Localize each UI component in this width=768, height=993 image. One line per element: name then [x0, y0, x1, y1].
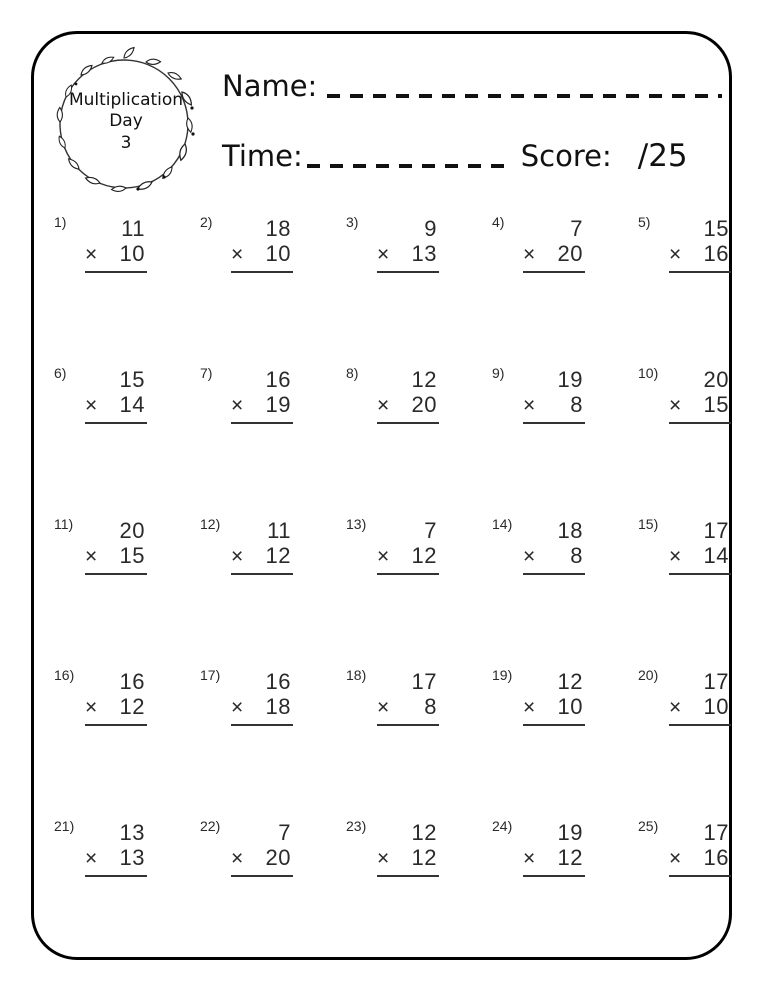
multiplier: 14	[119, 392, 145, 417]
multiply-sign: ×	[377, 545, 390, 568]
answer-line	[377, 694, 439, 726]
multiplicand: 16	[265, 669, 291, 694]
multiply-sign: ×	[231, 394, 244, 417]
problem-number: 4)	[492, 214, 505, 230]
problem-number: 19)	[492, 667, 513, 683]
multiplier: 12	[119, 694, 145, 719]
problem-number: 21)	[54, 818, 75, 834]
answer-line	[85, 694, 147, 726]
answer-line	[523, 543, 585, 575]
problem-number: 16)	[54, 667, 75, 683]
multiplier: 10	[119, 241, 145, 266]
problem-number: 17)	[200, 667, 221, 683]
problem-number: 18)	[346, 667, 367, 683]
answer-line	[85, 392, 147, 424]
problem-work	[85, 820, 147, 877]
multiplier: 19	[265, 392, 291, 417]
problem-cell	[346, 516, 492, 667]
multiplicand: 9	[424, 216, 437, 241]
multiplier: 14	[703, 543, 729, 568]
problem-work	[85, 216, 147, 273]
name-blank-line	[327, 94, 722, 98]
multiply-sign: ×	[85, 243, 98, 266]
problem-number: 12)	[200, 516, 221, 532]
multiply-sign: ×	[85, 696, 98, 719]
problem-cell	[346, 667, 492, 818]
multiplier: 8	[570, 543, 583, 568]
problem-cell	[492, 214, 638, 365]
problem-cell	[200, 516, 346, 667]
multiplicand: 13	[119, 820, 145, 845]
multiplicand: 18	[557, 518, 583, 543]
multiply-sign: ×	[85, 847, 98, 870]
multiplicand: 7	[424, 518, 437, 543]
problem-work	[669, 367, 731, 424]
multiplier: 12	[557, 845, 583, 870]
multiplier: 10	[265, 241, 291, 266]
problem-work	[669, 216, 731, 273]
multiplicand: 17	[411, 669, 437, 694]
multiplicand: 20	[119, 518, 145, 543]
answer-line	[377, 392, 439, 424]
problem-cell	[346, 818, 492, 969]
multiply-sign: ×	[669, 545, 682, 568]
answer-line	[377, 543, 439, 575]
problem-work	[523, 216, 585, 273]
badge-day-label: Day	[109, 111, 143, 132]
worksheet-badge	[46, 42, 206, 202]
multiply-sign: ×	[669, 847, 682, 870]
problem-cell	[346, 214, 492, 365]
problem-cell	[638, 818, 768, 969]
multiplicand: 12	[557, 669, 583, 694]
problem-work	[231, 820, 293, 877]
answer-line	[523, 392, 585, 424]
answer-line	[669, 392, 731, 424]
problem-work	[231, 518, 293, 575]
multiply-sign: ×	[669, 243, 682, 266]
problem-number: 23)	[346, 818, 367, 834]
name-row	[222, 64, 722, 106]
multiplicand: 11	[267, 518, 291, 543]
problem-work	[85, 669, 147, 726]
problem-work	[377, 216, 439, 273]
answer-line	[523, 694, 585, 726]
problem-number: 24)	[492, 818, 513, 834]
time-label: Time:	[222, 139, 303, 173]
problem-cell	[492, 365, 638, 516]
problem-cell	[638, 516, 768, 667]
problem-number: 9)	[492, 365, 505, 381]
multiply-sign: ×	[231, 696, 244, 719]
multiplier: 8	[570, 392, 583, 417]
multiplier: 10	[557, 694, 583, 719]
problem-cell	[200, 667, 346, 818]
time-blank-line	[307, 164, 505, 168]
problem-number: 7)	[200, 365, 213, 381]
problem-number: 1)	[54, 214, 67, 230]
problem-work	[523, 367, 585, 424]
multiply-sign: ×	[523, 243, 536, 266]
problem-work	[669, 820, 731, 877]
multiplicand: 11	[121, 216, 145, 241]
problem-number: 6)	[54, 365, 67, 381]
problem-work	[669, 518, 731, 575]
problem-work	[523, 820, 585, 877]
multiply-sign: ×	[669, 696, 682, 719]
multiplier: 20	[265, 845, 291, 870]
answer-line	[85, 241, 147, 273]
answer-line	[231, 845, 293, 877]
problems-grid	[54, 214, 768, 969]
problem-cell	[638, 365, 768, 516]
name-label: Name:	[222, 69, 318, 103]
problem-number: 14)	[492, 516, 513, 532]
multiplicand: 16	[119, 669, 145, 694]
multiplicand: 16	[265, 367, 291, 392]
problem-work	[377, 669, 439, 726]
multiplicand: 20	[703, 367, 729, 392]
multiplier: 13	[119, 845, 145, 870]
multiplicand: 12	[411, 367, 437, 392]
multiply-sign: ×	[523, 847, 536, 870]
multiplier: 20	[557, 241, 583, 266]
problem-work	[669, 669, 731, 726]
multiply-sign: ×	[377, 847, 390, 870]
problem-number: 13)	[346, 516, 367, 532]
multiply-sign: ×	[231, 847, 244, 870]
answer-line	[669, 845, 731, 877]
problem-cell	[638, 667, 768, 818]
problem-cell	[54, 818, 200, 969]
multiplicand: 19	[557, 367, 583, 392]
problem-cell	[492, 516, 638, 667]
multiply-sign: ×	[669, 394, 682, 417]
answer-line	[85, 845, 147, 877]
answer-line	[231, 241, 293, 273]
multiplier: 20	[411, 392, 437, 417]
problem-work	[231, 669, 293, 726]
multiplier: 12	[411, 845, 437, 870]
problem-cell	[54, 365, 200, 516]
multiply-sign: ×	[377, 394, 390, 417]
multiplicand: 18	[265, 216, 291, 241]
multiplicand: 12	[411, 820, 437, 845]
multiplier: 15	[119, 543, 145, 568]
problem-cell	[54, 667, 200, 818]
answer-line	[669, 543, 731, 575]
problem-work	[377, 367, 439, 424]
problem-cell	[638, 214, 768, 365]
answer-line	[377, 845, 439, 877]
problem-cell	[200, 365, 346, 516]
multiply-sign: ×	[85, 394, 98, 417]
problem-number: 3)	[346, 214, 359, 230]
score-value: /25	[637, 138, 688, 174]
problem-number: 5)	[638, 214, 651, 230]
multiplier: 13	[411, 241, 437, 266]
multiplier: 15	[703, 392, 729, 417]
multiplier: 16	[703, 845, 729, 870]
problem-work	[85, 367, 147, 424]
multiply-sign: ×	[377, 243, 390, 266]
answer-line	[231, 543, 293, 575]
multiplicand: 7	[570, 216, 583, 241]
multiply-sign: ×	[523, 545, 536, 568]
answer-line	[231, 694, 293, 726]
problem-work	[85, 518, 147, 575]
problem-number: 15)	[638, 516, 659, 532]
problem-number: 22)	[200, 818, 221, 834]
multiplicand: 17	[703, 820, 729, 845]
multiplier: 12	[411, 543, 437, 568]
multiplier: 8	[424, 694, 437, 719]
answer-line	[669, 694, 731, 726]
badge-day-number: 3	[120, 132, 132, 153]
answer-line	[523, 241, 585, 273]
problem-cell	[346, 365, 492, 516]
multiplicand: 7	[278, 820, 291, 845]
problem-number: 11)	[54, 516, 74, 532]
multiplicand: 15	[119, 367, 145, 392]
problem-cell	[200, 818, 346, 969]
answer-line	[85, 543, 147, 575]
multiplier: 10	[703, 694, 729, 719]
answer-line	[669, 241, 731, 273]
problem-cell	[492, 818, 638, 969]
multiply-sign: ×	[377, 696, 390, 719]
problem-work	[523, 669, 585, 726]
problem-work	[231, 367, 293, 424]
badge-title: Multiplication	[68, 90, 184, 111]
problem-cell	[54, 516, 200, 667]
problem-number: 20)	[638, 667, 659, 683]
multiply-sign: ×	[523, 394, 536, 417]
problem-number: 10)	[638, 365, 659, 381]
multiplicand: 17	[703, 518, 729, 543]
problem-work	[377, 820, 439, 877]
multiplicand: 17	[703, 669, 729, 694]
problem-cell	[492, 667, 638, 818]
score-label: Score:	[520, 139, 612, 173]
multiply-sign: ×	[231, 545, 244, 568]
multiply-sign: ×	[85, 545, 98, 568]
problem-work	[377, 518, 439, 575]
multiplier: 12	[265, 543, 291, 568]
answer-line	[377, 241, 439, 273]
problem-number: 2)	[200, 214, 213, 230]
answer-line	[523, 845, 585, 877]
multiply-sign: ×	[231, 243, 244, 266]
multiply-sign: ×	[523, 696, 536, 719]
problem-work	[231, 216, 293, 273]
problem-number: 25)	[638, 818, 659, 834]
multiplier: 16	[703, 241, 729, 266]
multiplicand: 15	[703, 216, 729, 241]
problem-cell	[200, 214, 346, 365]
multiplier: 18	[265, 694, 291, 719]
multiplicand: 19	[557, 820, 583, 845]
problem-work	[523, 518, 585, 575]
answer-line	[231, 392, 293, 424]
time-score-row	[222, 134, 722, 176]
problem-cell	[54, 214, 200, 365]
problem-number: 8)	[346, 365, 359, 381]
